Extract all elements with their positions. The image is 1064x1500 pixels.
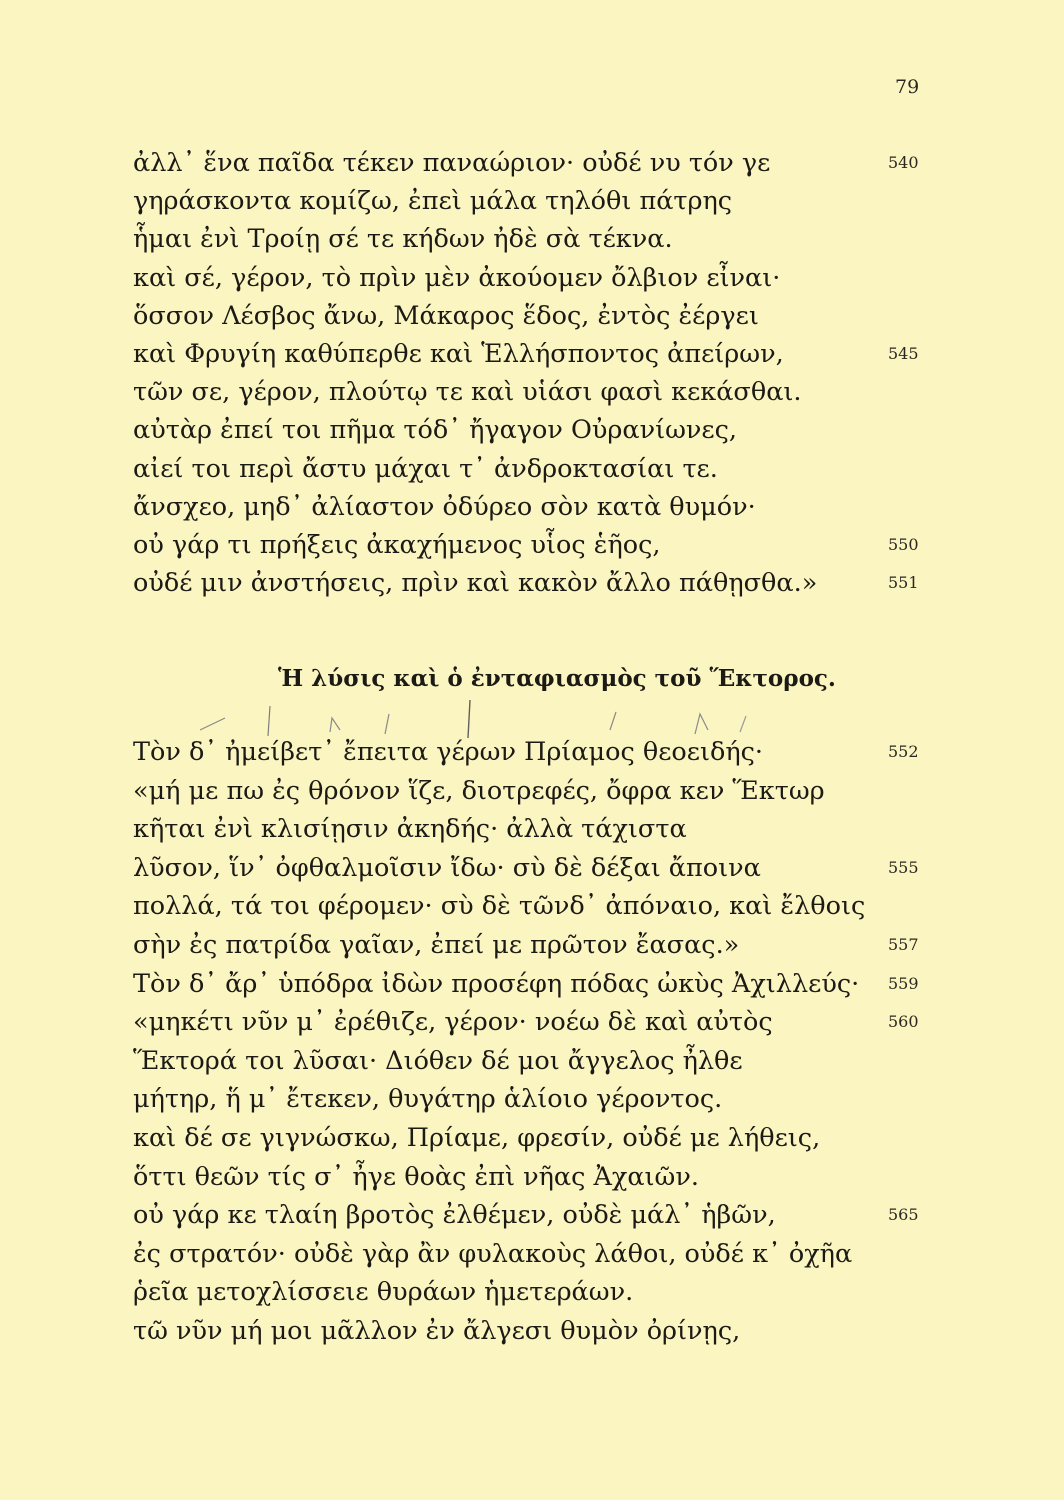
line-number: 565 [888, 1205, 919, 1225]
line-number: 557 [888, 935, 919, 954]
verse-text: οὐ γάρ κε τλαίη βροτὸς ἐλθέμεν, οὐδὲ μάλ᾽ ἡβῶν, [133, 1200, 776, 1231]
verse-text: καὶ δέ σε γιγνώσκω, Πρίαμε, φρεσίν, οὐδέ με λήθεις, [133, 1123, 821, 1153]
verse-text: αἰεί τοι περὶ ἄστυ μάχαι τ᾽ ἀνδροκτασίαι τε. [133, 453, 718, 484]
verse-text: καὶ Φρυγίη καθύπερθε καὶ Ἑλλήσποντος ἀπείρων, [133, 339, 784, 369]
verse-line [133, 1041, 923, 1081]
verse-text: οὐ γάρ τι πρήξεις ἀκαχήμενος υἷος ἑῆος, [133, 530, 661, 560]
line-number: 555 [888, 857, 919, 877]
verse-line [133, 143, 923, 183]
verse-text: «μή με πω ἐς θρόνον ἵζε, διοτρεφές, ὄφρα κεν Ἕκτωρ [133, 775, 825, 806]
line-number: 545 [888, 344, 919, 363]
verse-line [133, 886, 923, 926]
verse-text: Τὸν δ᾽ ἠμείβετ᾽ ἔπειτα γέρων Πρίαμος θεοειδής· [133, 737, 763, 767]
verse-line [133, 296, 923, 336]
verse-line [133, 964, 923, 1004]
verse-line [133, 848, 923, 888]
line-number: 552 [888, 742, 919, 761]
verse-text: ἄνσχεο, μηδ᾽ ἀλίαστον ὀδύρεο σὸν κατὰ θυμόν· [133, 491, 756, 522]
verse-line [133, 925, 923, 965]
verse-line [133, 563, 923, 603]
verse-text: τῶν σε, γέρον, πλούτῳ τε καὶ υἱάσι φασὶ κεκάσθαι. [133, 377, 802, 408]
verse-line [133, 1118, 923, 1158]
verse-line [133, 1002, 923, 1042]
verse-line [133, 410, 923, 450]
verse-line [133, 219, 923, 259]
page-number: 79 [895, 76, 920, 98]
verse-text: ὅσσον Λέσβος ἄνω, Μάκαρος ἕδος, ἐντὸς ἐέργει [133, 300, 759, 331]
line-number: 540 [888, 153, 919, 172]
verse-line [133, 1079, 923, 1119]
verse-line [133, 771, 923, 811]
verse-line [133, 1311, 923, 1351]
verse-line [133, 487, 923, 527]
verse-text: «μηκέτι νῦν μ᾽ ἐρέθιζε, γέρον· νοέω δὲ καὶ αὐτὸς [133, 1007, 773, 1038]
verse-line [133, 525, 923, 565]
verse-line [133, 449, 923, 489]
verse-line [133, 334, 923, 374]
verse-text: γηράσκοντα κομίζω, ἐπεὶ μάλα τηλόθι πάτρης [133, 186, 733, 217]
verse-line [133, 1195, 923, 1235]
verse-line [133, 1272, 923, 1312]
verse-line [133, 258, 923, 298]
verse-line [133, 1234, 923, 1274]
verse-text: πολλά, τά τοι φέρομεν· σὺ δὲ τῶνδ᾽ ἀπόναιο, καὶ ἔλθοις [133, 891, 866, 922]
verse-text: Τὸν δ᾽ ἄρ᾽ ὑπόδρα ἰδὼν προσέφη πόδας ὠκὺς Ἀχιλλεύς· [133, 968, 860, 999]
verse-text: σὴν ἐς πατρίδα γαῖαν, ἐπεί με πρῶτον ἔασας.» [133, 930, 740, 960]
verse-line [133, 181, 923, 221]
verse-text: τῶ νῦν μή μοι μᾶλλον ἐν ἄλγεσι θυμὸν ὀρίνῃς, [133, 1316, 741, 1346]
line-number: 560 [888, 1012, 919, 1032]
verse-text: ῥεῖα μετοχλίσσειε θυράων ἡμετεράων. [133, 1277, 634, 1308]
verse-text: μήτηρ, ἥ μ᾽ ἔτεκεν, θυγάτηρ ἁλίοιο γέροντος. [133, 1084, 723, 1115]
verse-line [133, 372, 923, 412]
verse-text: λῦσον, ἵν᾽ ὀφθαλμοῖσιν ἴδω· σὺ δὲ δέξαι ἄποινα [133, 852, 761, 883]
verse-line [133, 809, 923, 849]
section-heading: Ἡ λύσις καὶ ὁ ἐνταφιασμὸς τοῦ Ἕκτορος. [278, 665, 836, 692]
verse-text: καὶ σέ, γέρον, τὸ πρὶν μὲν ἀκούομεν ὄλβιον εἶναι· [133, 262, 781, 293]
line-number: 551 [888, 573, 919, 593]
verse-text: ἧμαι ἐνὶ Τροίῃ σέ τε κήδων ἠδὲ σὰ τέκνα. [133, 224, 673, 255]
verse-text: ὅττι θεῶν τίς σ᾽ ἦγε θοὰς ἐπὶ νῆας Ἀχαιῶν. [133, 1161, 699, 1192]
verse-text: ἀλλ᾽ ἕνα παῖδα τέκεν παναώριον· οὐδέ νυ τόν γε [133, 148, 771, 178]
verse-text: αὐτὰρ ἐπεί τοι πῆμα τόδ᾽ ἤγαγον Οὐρανίωνες, [133, 415, 738, 446]
verse-text: οὐδέ μιν ἀνστήσεις, πρὶν καὶ κακὸν ἄλλο πάθῃσθα.» [133, 568, 818, 599]
verse-line [133, 732, 923, 772]
verse-text: ἐς στρατόν· οὐδὲ γὰρ ἂν φυλακοὺς λάθοι, οὐδέ κ᾽ ὀχῆα [133, 1238, 853, 1269]
line-number: 550 [888, 535, 919, 554]
verse-text: κῆται ἐνὶ κλισίῃσιν ἀκηδής· ἀλλὰ τάχιστα [133, 814, 687, 845]
line-number: 559 [888, 973, 919, 993]
verse-line [133, 1157, 923, 1197]
verse-text: Ἕκτορά τοι λῦσαι· Διόθεν δέ μοι ἄγγελος ἦλθε [133, 1045, 743, 1076]
